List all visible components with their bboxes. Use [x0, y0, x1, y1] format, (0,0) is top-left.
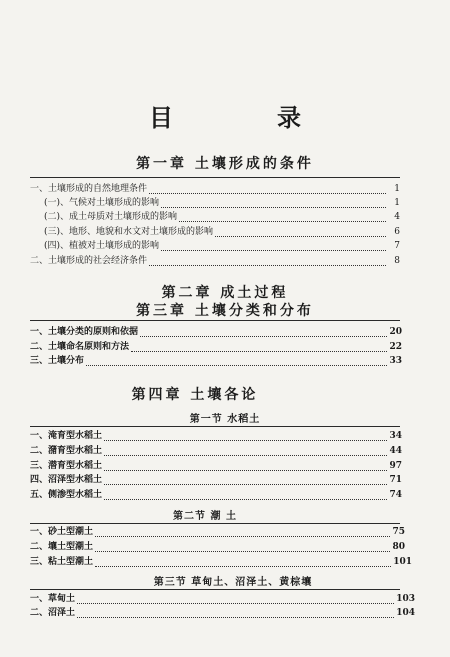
entry-label: 五、侧渗型水稻土 — [30, 490, 103, 500]
leader-dots — [95, 542, 390, 552]
entry-label: (一)、气候对土壤形成的影响 — [44, 198, 160, 208]
chapter-3-title: 第三章 土壤分类和分布 — [136, 303, 314, 319]
toc-entry — [30, 606, 415, 620]
chapter-1-title: 第一章 土壤形成的条件 — [136, 156, 314, 172]
chapter-1-rule — [30, 177, 400, 178]
entry-label: 二、土壤形成的社会经济条件 — [30, 256, 148, 266]
toc-entry — [30, 429, 402, 443]
entry-label: 二、土壤命名原则和方法 — [30, 342, 130, 352]
entry-page: 71 — [389, 475, 402, 485]
entry-page: 6 — [394, 227, 400, 237]
entry-page: 4 — [394, 212, 400, 222]
leader-dots — [86, 356, 387, 366]
toc-entry — [30, 555, 412, 569]
entry-label: 一、淹育型水稻土 — [30, 431, 103, 441]
toc-entry — [30, 459, 402, 473]
chapter-2-title: 第二章 成土过程 — [161, 285, 289, 301]
leader-dots — [161, 198, 386, 208]
toc-entry — [30, 182, 400, 196]
leader-dots — [104, 461, 387, 471]
entry-page: 1 — [394, 198, 400, 208]
leader-dots — [149, 256, 386, 266]
entry-label: 一、土壤形成的自然地理条件 — [30, 184, 148, 194]
toc-entry — [44, 210, 400, 224]
entry-page: 44 — [389, 446, 402, 456]
leader-dots — [95, 527, 390, 537]
section-3-title: 第三节 草甸土、沼泽土、黄棕壤 — [153, 577, 313, 588]
toc-entry — [44, 225, 400, 239]
entry-label: (三)、地形、地貌和水文对土壤形成的影响 — [44, 227, 214, 237]
entry-label: 二、沼泽土 — [30, 608, 76, 618]
entry-label: 三、粘土型潮土 — [30, 557, 94, 567]
leader-dots — [95, 557, 391, 567]
entry-label: 一、砂土型潮土 — [30, 527, 94, 537]
chapter-3-rule — [30, 320, 400, 321]
section-1-title: 第一节 水稻土 — [189, 414, 261, 425]
page-title: 目 录 — [149, 103, 341, 132]
entry-label: 三、土壤分布 — [30, 356, 85, 366]
toc-entry — [30, 325, 402, 339]
entry-page: 1 — [394, 184, 400, 194]
entry-page: 97 — [389, 461, 402, 471]
section-2-title: 第二节 潮 土 — [173, 511, 237, 522]
leader-dots — [149, 184, 386, 194]
entry-page: 20 — [389, 327, 402, 337]
toc-entry — [30, 473, 402, 487]
leader-dots — [179, 212, 386, 222]
entry-label: (二)、成土母质对土壤形成的影响 — [44, 212, 178, 222]
toc-entry — [30, 488, 402, 502]
section-3-rule — [30, 589, 400, 590]
entry-page: 104 — [396, 608, 415, 618]
entry-label: (四)、植被对土壤形成的影响 — [44, 241, 160, 251]
leader-dots — [215, 227, 386, 237]
chapter-4-title: 第四章 土壤各论 — [131, 387, 259, 403]
toc-entry — [30, 444, 402, 458]
toc-entry — [30, 340, 402, 354]
toc-entry — [30, 540, 405, 554]
entry-page: 33 — [389, 356, 402, 366]
entry-page: 103 — [396, 594, 415, 604]
entry-page: 22 — [389, 342, 402, 352]
toc-entry — [30, 354, 402, 368]
leader-dots — [77, 608, 394, 618]
leader-dots — [104, 431, 387, 441]
entry-label: 三、潜育型水稻土 — [30, 461, 103, 471]
entry-label: 二、潴育型水稻土 — [30, 446, 103, 456]
entry-page: 34 — [389, 431, 402, 441]
entry-label: 四、沼泽型水稻土 — [30, 475, 103, 485]
entry-page: 74 — [389, 490, 402, 500]
toc-entry — [30, 525, 405, 539]
entry-label: 二、壤土型潮土 — [30, 542, 94, 552]
entry-page: 8 — [394, 256, 400, 266]
entry-label: 一、草甸土 — [30, 594, 76, 604]
section-2-rule — [30, 523, 400, 524]
entry-page: 7 — [394, 241, 400, 251]
toc-entry — [44, 239, 400, 253]
leader-dots — [104, 446, 387, 456]
leader-dots — [140, 327, 387, 337]
leader-dots — [104, 490, 387, 500]
entry-page: 101 — [393, 557, 412, 567]
toc-entry — [44, 196, 400, 210]
entry-page: 80 — [392, 542, 405, 552]
entry-page: 75 — [392, 527, 405, 537]
leader-dots — [131, 342, 387, 352]
entry-label: 一、土壤分类的原则和依据 — [30, 327, 139, 337]
toc-entry — [30, 254, 400, 268]
section-1-rule — [30, 426, 400, 427]
leader-dots — [104, 475, 387, 485]
toc-entry — [30, 592, 415, 606]
leader-dots — [77, 594, 394, 604]
leader-dots — [161, 241, 386, 251]
